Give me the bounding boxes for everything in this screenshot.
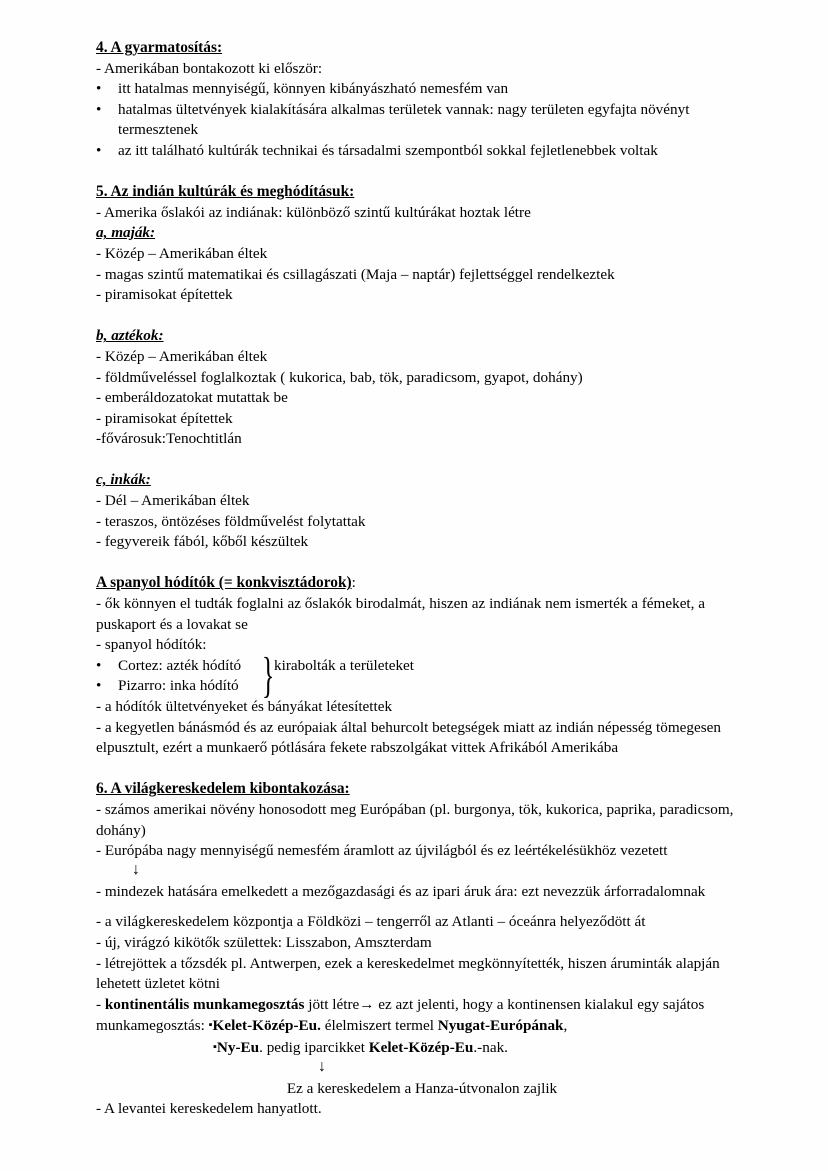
- inkak-line-1: - Dél – Amerikában éltek: [96, 492, 250, 510]
- list-item: [96, 676, 748, 697]
- section-6-line-3: - mindezek hatására emelkedett a mezőgazdasági és az ipari áruk ára: ezt nevezzük árforradalomnak: [96, 882, 706, 900]
- subheading-majak-wrapper: [96, 223, 748, 244]
- section-4-intro-line: - Amerikában bontakozott ki először:: [96, 59, 323, 77]
- term-kelet-kozep-eu: Kelet-Közép-Eu.: [212, 1017, 321, 1035]
- heading-spanyol-colon: :: [351, 574, 356, 592]
- list-item-text: Cortez: azték hódító: [118, 656, 242, 674]
- line-7-mid: élelmiszert termel: [320, 1017, 438, 1035]
- subheading-aztekok-colon: :: [158, 327, 164, 345]
- document-body: [96, 38, 748, 1120]
- round-bullet-icon: •: [96, 141, 102, 159]
- section-5-intro-line: - Amerika őslakói az indiának: különböző szintű kultúrákat hoztak létre: [96, 203, 531, 221]
- list-item: [96, 141, 748, 162]
- list-item: [96, 79, 748, 100]
- aztekok-line-5: -fővárosuk:Tenochtitlán: [96, 430, 242, 448]
- spanyol-line-2: - spanyol hódítók:: [96, 636, 207, 654]
- inkak-line-2: - teraszos, öntözéses földművelést folytattak: [96, 512, 366, 530]
- heading-spanyol-hoditok: A spanyol hódítók (= konkvisztádorok): [96, 574, 352, 592]
- brace-note: kirabolták a területeket: [274, 656, 414, 674]
- list-item-text: az itt található kultúrák technikai és társadalmi szempontból sokkal fejletlenebbek voltak: [118, 141, 658, 159]
- section-spacer: [96, 450, 748, 471]
- aztekok-line-3: - emberáldozatokat mutattak be: [96, 389, 288, 407]
- subheading-aztekok-wrapper: [96, 326, 748, 347]
- section-spacer: [96, 759, 748, 780]
- majak-line-1: - Közép – Amerikában éltek: [96, 244, 268, 262]
- line-8-end: .-nak.: [473, 1038, 508, 1056]
- section-6-line-1: - számos amerikai növény honosodott meg Európában (pl. burgonya, tök, kukorica, paprika, paradicsom, dohány): [96, 800, 738, 839]
- heading-section-5: 5. Az indián kultúrák és meghódításuk:: [96, 183, 355, 201]
- term-ny-eu: Ny-Eu: [216, 1038, 260, 1056]
- list-item-text: itt hatalmas mennyiségű, könnyen kibányászható nemesfém van: [118, 80, 509, 98]
- spanyol-line-3: - a hódítók ültetvényeket és bányákat létesítettek: [96, 698, 393, 715]
- line-7-rest: jött létre→ ez azt jelenti, hogy a kontinensen kialakul egy sajátos munkamegosztás:: [96, 995, 709, 1035]
- subheading-inkak: c, inkák:: [96, 471, 151, 489]
- square-bullet-icon: ▪: [208, 1019, 213, 1032]
- line-7-end: ,: [563, 1017, 568, 1035]
- heading-section-4: 4. A gyarmatosítás:: [96, 39, 223, 56]
- section-6-line-7: [96, 995, 748, 1037]
- line-7-dash: -: [96, 995, 105, 1013]
- subheading-aztekok: b, aztékok: [96, 327, 159, 345]
- majak-line-3: - piramisokat építettek: [96, 286, 233, 304]
- down-arrow-icon: ↓: [318, 1057, 326, 1075]
- heading-spanyol-wrapper: [96, 573, 748, 594]
- list-item-text: Pizarro: inka hódító: [118, 677, 239, 695]
- spanyol-paragraph-4: - a kegyetlen bánásmód és az európaiak által behurcolt betegségek miatt az indián népesség tömegesen elpusztult, ezért a munkaerő pótlására fekete rabszolgákat vittek Afrikából Amerikába: [96, 718, 725, 757]
- term-kelet-kozep-eu-2: Kelet-Közép-Eu: [368, 1038, 474, 1056]
- term-kontinentalis-munkamegosztas: kontinentális munkamegosztás: [104, 995, 305, 1013]
- list-item: [96, 100, 748, 141]
- aztekok-line-2: - földműveléssel foglalkoztak ( kukorica, bab, tök, paradicsom, gyapot, dohány): [96, 368, 583, 386]
- down-arrow-icon: ↓: [132, 860, 140, 878]
- arrow-row-1: [96, 862, 748, 882]
- section-spacer: [96, 553, 748, 574]
- round-bullet-icon: •: [96, 100, 102, 118]
- round-bullet-icon: •: [96, 677, 102, 695]
- list-item-text: hatalmas ültetvények kialakítására alkalmas területek vannak: nagy területen egyfajta növényt termesztenek: [118, 100, 694, 139]
- spanyol-paragraph-1: - ők könnyen el tudták foglalni az őslakók birodalmát, hiszen az indiának nem ismerték a fémeket, a puskaport és a lovakat se: [96, 595, 709, 633]
- section-6-line-6: - létrejöttek a tőzsdék pl. Antwerpen, ezek a kereskedelmet megkönnyítették, hiszen áruminták alapján lehetett üzletet kötni: [96, 954, 724, 993]
- section-6-hanza-line: Ez a kereskedelem a Hanza-útvonalon zajlik: [286, 1079, 558, 1097]
- section-spacer: [96, 306, 748, 327]
- term-nyugat-europanak: Nyugat-Európának: [437, 1017, 564, 1035]
- round-bullet-icon: •: [96, 656, 102, 674]
- inkak-line-3: - fegyvereik fából, kőből készültek: [96, 533, 309, 551]
- aztekok-line-4: - piramisokat építettek: [96, 409, 233, 427]
- subheading-majak: a, maják:: [96, 224, 156, 242]
- section-6-line-8: [96, 1037, 748, 1059]
- section-6-line-2: - Európába nagy mennyiségű nemesfém áramlott az újvilágból és ez leértékelésükhöz vezetett: [96, 842, 668, 860]
- arrow-row-2: [96, 1059, 748, 1079]
- line-8-mid: . pedig iparcikket: [259, 1038, 369, 1056]
- heading-section-6: 6. A világkereskedelem kibontakozása:: [96, 780, 350, 798]
- curly-brace-icon: }: [262, 648, 275, 703]
- section-6-line-10: - A levantei kereskedelem hanyatlott.: [96, 1100, 322, 1118]
- minor-spacer: [96, 902, 748, 912]
- list-item: [96, 656, 748, 677]
- round-bullet-icon: •: [96, 80, 102, 98]
- subheading-inkak-wrapper: [96, 470, 748, 491]
- aztekok-line-1: - Közép – Amerikában éltek: [96, 347, 268, 365]
- section-6-line-4: - a világkereskedelem központja a Földközi – tengerről az Atlanti – óceánra helyeződött át: [96, 913, 646, 931]
- section-spacer: [96, 162, 748, 183]
- majak-line-2: - magas szintű matematikai és csillagászati (Maja – naptár) fejlettséggel rendelkeztek: [96, 265, 615, 283]
- brace-group: [96, 648, 748, 703]
- square-bullet-icon: ▪: [213, 1040, 217, 1053]
- section-6-line-5: - új, virágzó kikötők születtek: Lisszabon, Amszterdam: [96, 933, 432, 951]
